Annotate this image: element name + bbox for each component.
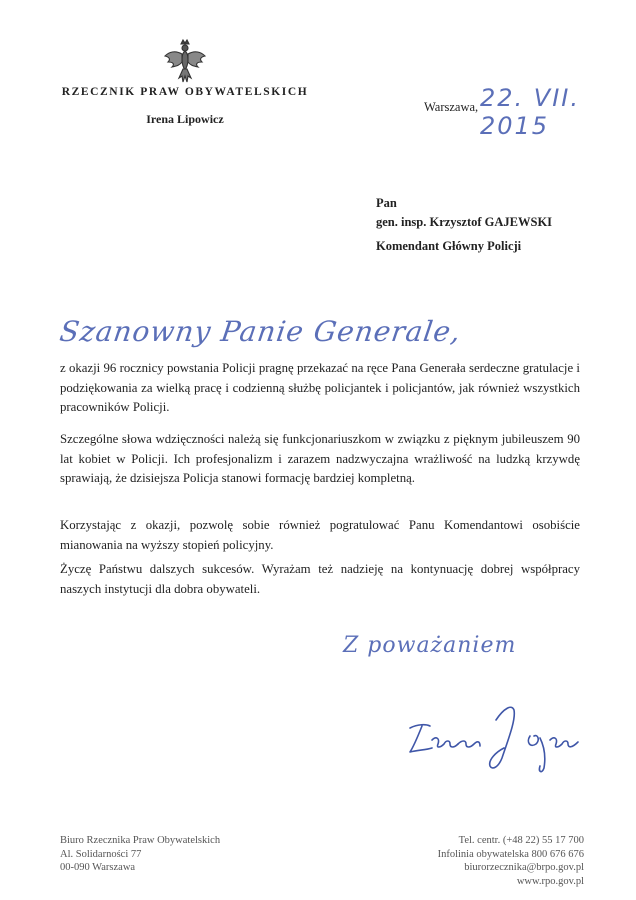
- handwritten-closing: Z poważaniem: [343, 633, 517, 658]
- eagle-emblem-icon: [163, 38, 207, 84]
- handwritten-date: 22. VII. 2015: [480, 84, 580, 140]
- paragraph-2: Szczególne słowa wdzięczności należą się funkcjonariuszkom w związku z pięknym jubileuszem 90 lat kobiet w Policji. Ich profesjonalizm i zarazem nadzwyczajna wrażliwość na ludzką krzywdę sprawiają, że dzisiejsza Policja stanowi formację bardziej kompletną.: [60, 432, 580, 485]
- footer-phone: Tel. centr. (+48 22) 55 17 700: [458, 835, 584, 846]
- footer-street: Al. Solidarności 77: [60, 848, 142, 860]
- footer-contact: [438, 834, 584, 888]
- recipient-position: Komendant Główny Policji: [376, 239, 522, 253]
- recipient-name: gen. insp. Krzysztof GAJEWSKI: [376, 215, 553, 229]
- paragraph-1: z okazji 96 rocznicy powstania Policji pragnę przekazać na ręce Pana Generała serdeczne gratulacje i podziękowania za wielką pracę i codzienną służbę policjantek i policjantów, jak również wszystkich pracowników Policji.: [60, 361, 580, 414]
- ombudsman-name: Irena Lipowicz: [146, 112, 224, 126]
- footer-postal: 00-090 Warszawa: [60, 862, 136, 873]
- recipient-salutation: Pan: [376, 196, 397, 210]
- signature-image: [400, 700, 600, 780]
- footer-office: Biuro Rzecznika Praw Obywatelskich: [60, 835, 221, 846]
- footer-address: [60, 834, 220, 875]
- handwritten-greeting: Szanowny Panie Generale,: [57, 315, 464, 348]
- footer-email[interactable]: biurorzecznika@brpo.gov.pl: [464, 862, 584, 873]
- footer-hotline: Infolinia obywatelska 800 676 676: [437, 848, 584, 860]
- paragraph-4: Życzę Państwu dalszych sukcesów. Wyrażam też nadzieję na kontynuację dobrej współpracy naszych instytucji dla dobra obywateli.: [60, 562, 580, 596]
- footer-website[interactable]: www.rpo.gov.pl: [516, 875, 584, 887]
- institution-name: RZECZNIK PRAW OBYWATELSKICH: [61, 86, 309, 98]
- paragraph-3: Korzystając z okazji, pozwolę sobie również pogratulować Panu Komendantowi osobiście mianowania na wyższy stopień policyjny.: [60, 518, 580, 552]
- date-city: Warszawa,: [424, 100, 479, 114]
